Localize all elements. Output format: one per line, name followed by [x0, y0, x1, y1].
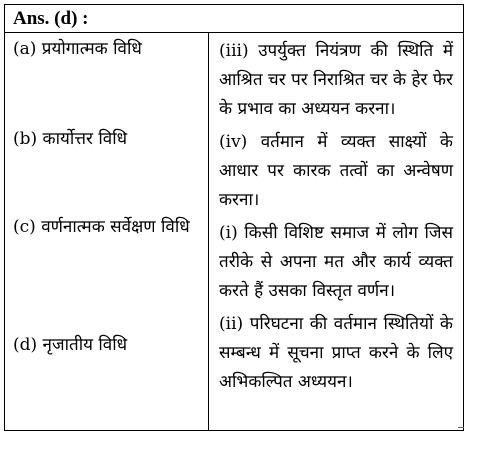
methods-column	[5, 33, 209, 430]
description-item: (i) किसी विशिष्ट समाज में लोग जिस तरीके से अपना मत और कार्य व्यक्त करते हैं उसका विस्तृत वर्णन।	[219, 223, 453, 301]
descriptions-column	[209, 33, 463, 430]
method-item: (b) कार्योत्तर विधि	[13, 129, 128, 149]
answer-label: Ans. (d) :	[5, 5, 463, 33]
description-item: (iii) उपर्युक्त नियंत्रण की स्थिति में आश्रित चर पर निराश्रित चर के हेर फेर के प्रभाव का अध्ययन करना।	[219, 41, 453, 119]
corner-mark	[458, 427, 464, 434]
method-item: (d) नृजातीय विधि	[13, 335, 128, 355]
method-item: (a) प्रयोगात्मक विधि	[13, 39, 142, 59]
match-row	[5, 33, 463, 430]
description-item: (ii) परिघटना की वर्तमान स्थितियों के सम्बन्ध में सूचना प्राप्त करने के लिए अभिकल्पित अध्ययन।	[219, 314, 453, 392]
method-item: (c) वर्णनात्मक सर्वेक्षण विधि	[13, 217, 190, 237]
description-item: (iv) वर्तमान में व्यक्त साक्ष्यों के आधार पर कारक तत्वों का अन्वेषण करना।	[219, 132, 453, 210]
answer-table	[4, 4, 464, 431]
